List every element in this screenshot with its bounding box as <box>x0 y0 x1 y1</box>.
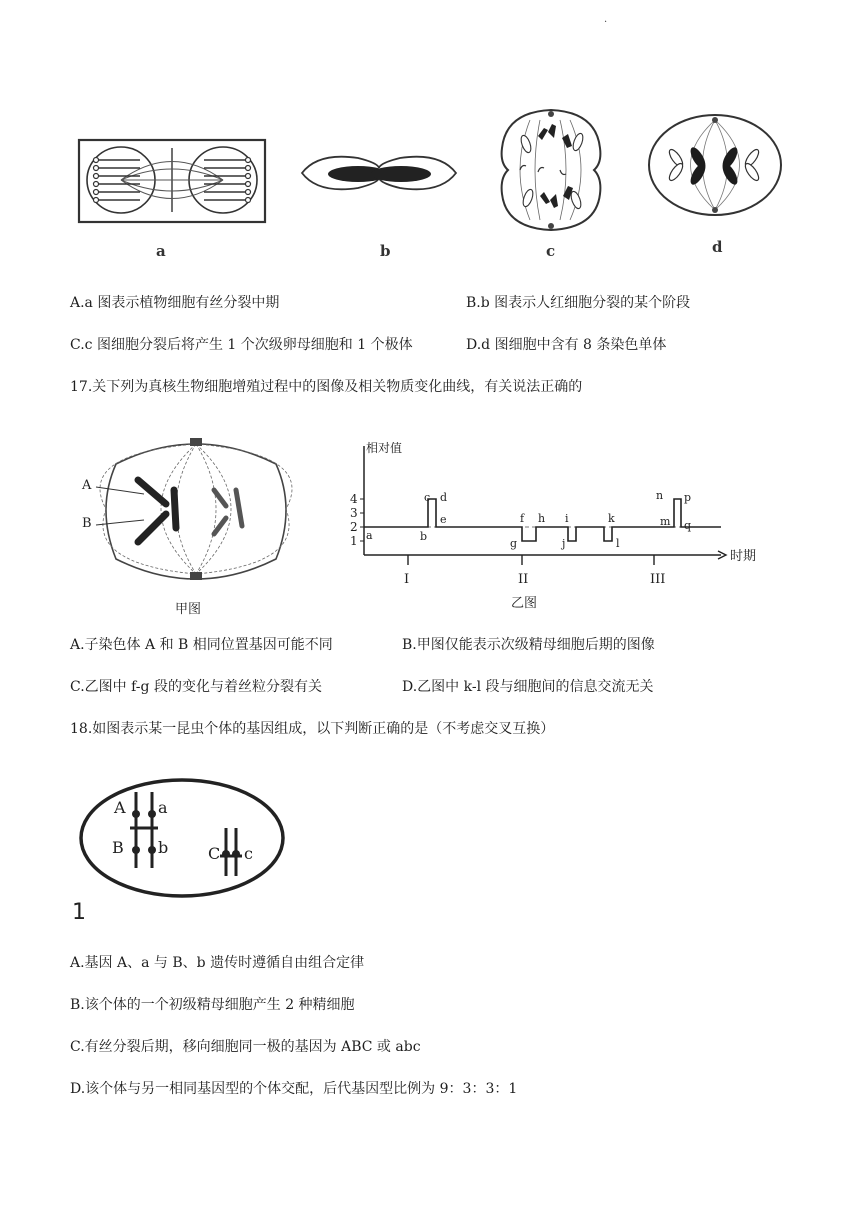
jia-label-b: B <box>82 516 92 531</box>
q16-option-d: D.d 图细胞中含有 8 条染色单体 <box>466 337 667 353</box>
yi-point-label-h: h <box>538 512 546 525</box>
figure-c-anaphase-cell <box>490 108 612 232</box>
yi-caption: 乙图 <box>511 596 538 611</box>
yi-y-tick-label: 1 <box>350 534 358 548</box>
figure-d-metaphase-cell <box>646 112 784 218</box>
gene-C: C <box>208 844 221 863</box>
yi-point-label-b: b <box>420 530 428 543</box>
yi-point-label-p: p <box>684 491 692 504</box>
q17-option-d: D.乙图中 k-l 段与细胞间的信息交流无关 <box>402 679 654 695</box>
figure-a-plant-cell <box>78 138 268 224</box>
yi-point-label-i: i <box>565 512 569 525</box>
q18-corner-mark: 1 <box>72 900 86 925</box>
q16-option-a: A.a 图表示植物细胞有丝分裂中期 <box>70 295 280 311</box>
yi-y-tick-label: 3 <box>350 506 358 520</box>
gene-b: b <box>158 838 169 857</box>
q17-option-a: A.子染色体 A 和 B 相同位置基因可能不同 <box>70 637 333 653</box>
q17-option-b: B.甲图仅能表示次级精母细胞后期的图像 <box>402 637 655 653</box>
yi-point-label-m: m <box>660 515 671 528</box>
figure-b-dividing-cell <box>298 150 460 196</box>
gene-B: B <box>112 838 124 857</box>
q18-option-a: A.基因 A、a 与 B、b 遗传时遵循自由组合定律 <box>70 955 365 971</box>
q18-option-b: B.该个体的一个初级精母细胞产生 2 种精细胞 <box>70 997 355 1013</box>
q16-option-b: B.b 图表示人红细胞分裂的某个阶段 <box>466 295 691 311</box>
gene-c: c <box>244 844 253 863</box>
figure-c-label: c <box>546 242 556 260</box>
q18-option-c: C.有丝分裂后期，移向细胞同一极的基因为 ABC 或 abc <box>70 1039 421 1055</box>
yi-point-label-q: q <box>684 519 692 532</box>
yi-y-title: 相对值 <box>366 441 403 455</box>
yi-x-title: 时期 <box>730 549 757 564</box>
yi-point-label-f: f <box>520 512 525 525</box>
q17-option-c: C.乙图中 f-g 段的变化与着丝粒分裂有关 <box>70 679 322 695</box>
q17-stem: 17.关下列为真核生物细胞增殖过程中的图像及相关物质变化曲线，有关说法正确的 <box>70 379 583 395</box>
jia-caption: 甲图 <box>175 602 202 617</box>
gene-a: a <box>158 798 168 817</box>
yi-point-label-j: j <box>562 537 566 550</box>
q18-option-d: D.该个体与另一相同基因型的个体交配，后代基因型比例为 9：3：3：1 <box>70 1081 518 1097</box>
yi-y-tick-label: 2 <box>350 520 358 534</box>
yi-point-label-k: k <box>608 512 615 525</box>
yi-point-label-d: d <box>440 491 448 504</box>
figure-b-label: b <box>380 242 391 260</box>
yi-point-label-c: c <box>424 491 431 504</box>
yi-x-tick-label: II <box>518 572 529 587</box>
yi-y-tick-label: 4 <box>350 492 358 506</box>
yi-x-tick-label: I <box>404 572 410 587</box>
gene-A: A <box>114 798 126 817</box>
figure-yi-chart <box>336 438 766 588</box>
yi-point-label-a: a <box>366 529 373 542</box>
yi-point-label-e: e <box>440 513 447 526</box>
figure-q18-cell <box>78 776 288 900</box>
q18-stem: 18.如图表示某一昆虫个体的基因组成，以下判断正确的是（不考虑交叉互换） <box>70 721 555 737</box>
page-mark: . <box>604 14 608 25</box>
figure-a-label: a <box>156 242 166 260</box>
q16-option-c: C.c 图细胞分裂后将产生 1 个次级卵母细胞和 1 个极体 <box>70 337 413 353</box>
yi-point-label-l: l <box>616 537 620 550</box>
jia-label-pointers <box>94 484 154 534</box>
yi-point-label-n: n <box>656 489 664 502</box>
yi-x-tick-label: III <box>650 572 666 587</box>
yi-point-label-g: g <box>510 537 518 550</box>
figure-d-label: d <box>712 238 723 256</box>
jia-label-a: A <box>82 478 92 493</box>
